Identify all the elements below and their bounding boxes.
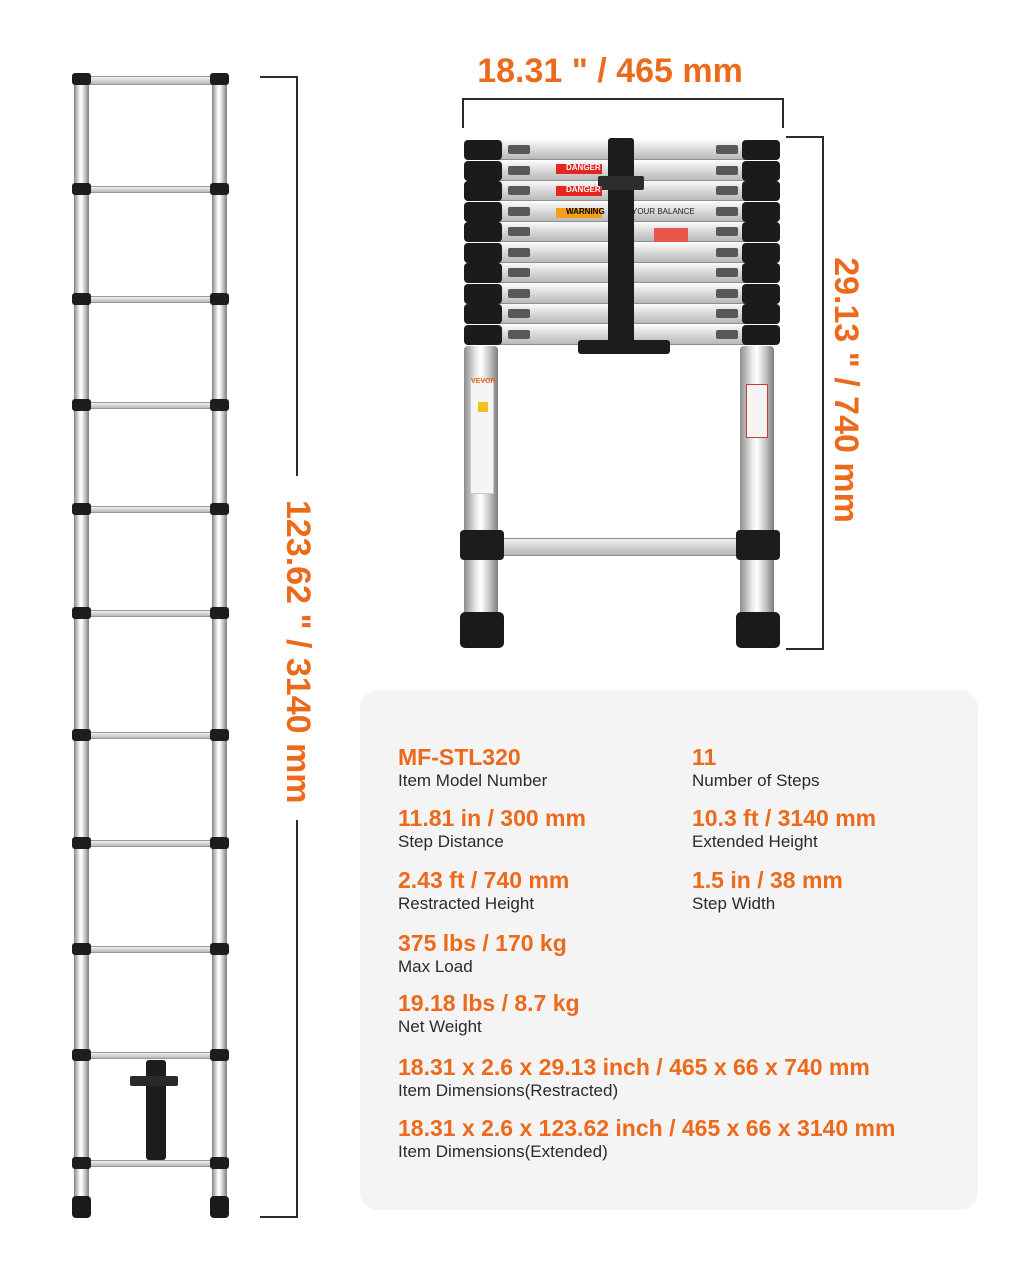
ladder-joint-left [72,729,91,741]
spec-net-weight-label: Net Weight [398,1017,482,1036]
collapsed-step-cap-right [742,284,780,304]
ladder-top-rung [84,76,220,85]
ladder-rung [88,840,216,847]
ladder-joint-right [210,503,229,515]
extended-dim-line-upper [296,76,298,476]
ladder-joint-right [210,399,229,411]
collapsed-right-collar [736,530,780,560]
collapsed-step-slot-left [508,227,530,236]
ladder-left-foot [72,1196,91,1218]
ladder-rung [88,186,216,193]
brand-sticker-text: VEVOR [471,378,496,385]
ladder-joint-right [210,837,229,849]
danger-sticker-2-text: DANGER [566,185,601,194]
collapsed-step-cap-left [464,181,502,201]
collapsed-step-cap-left [464,263,502,283]
spec-dims-restracted [398,1054,870,1102]
collapsed-step-cap-left [464,222,502,242]
spec-step-width-value: 1.5 in / 38 mm [692,867,843,893]
spec-step-width [692,867,843,915]
collapsed-handle [578,340,670,354]
ladder-joint-left [72,1049,91,1061]
ladder-joint-right [210,1157,229,1169]
spec-net-weight [398,990,580,1038]
ladder-joint-left [72,503,91,515]
spec-extended-height-label: Extended Height [692,832,818,851]
collapsed-step-cap-right [742,161,780,181]
spec-model-value: MF-STL320 [398,744,521,770]
collapsed-step-slot-left [508,309,530,318]
spec-model-label: Item Model Number [398,771,548,790]
ladder-right-rail [212,76,227,1214]
collapsed-step-slot-left [508,186,530,195]
collapsed-step-slot-right [716,248,738,257]
collapsed-step-slot-right [716,227,738,236]
extended-height-label: 123.62 " / 3140 mm [279,500,317,804]
extended-dim-bottom-tick [260,1216,298,1218]
spec-step-distance [398,805,586,853]
ladder-joint-right [210,1049,229,1061]
spec-restracted-height [398,867,569,915]
ladder-joint-right [210,943,229,955]
spec-step-distance-value: 11.81 in / 300 mm [398,805,586,831]
spec-dims-extended-label: Item Dimensions(Extended) [398,1142,608,1161]
extended-dim-top-tick [260,76,298,78]
spec-dims-extended [398,1115,895,1163]
collapsed-step-slot-right [716,207,738,216]
collapsed-step-cap-left [464,140,502,160]
collapsed-step-slot-right [716,268,738,277]
collapsed-step-cap-right [742,243,780,263]
ladder-joint-left [72,293,91,305]
ladder-rung [88,946,216,953]
width-dim-right-tick [782,98,784,128]
collapsed-step-cap-left [464,161,502,181]
ladder-joint-left [72,607,91,619]
ladder-strap [146,1060,166,1160]
warning-sticker-text: WARNING [566,207,605,216]
spec-net-weight-value: 19.18 lbs / 8.7 kg [398,990,580,1016]
collapsed-step-slot-left [508,166,530,175]
collapsed-step-cap-right [742,140,780,160]
balance-sticker-text: YOUR BALANCE [632,207,695,216]
spec-step-width-label: Step Width [692,894,776,913]
collapsed-bottom-rung [494,538,746,556]
collapsed-step-cap-left [464,243,502,263]
collapsed-strap [608,138,634,348]
ladder-rung [88,506,216,513]
spec-steps [692,744,820,792]
caution-icon [478,402,488,412]
collapsed-height-label: 29.13 " / 740 mm [826,240,866,540]
collapsed-step-cap-left [464,304,502,324]
ladder-joint-left [72,1157,91,1169]
spec-step-distance-label: Step Distance [398,832,504,851]
collapsed-step-cap-left [464,202,502,222]
collapsed-step-cap-right [742,263,780,283]
spec-dims-restracted-value: 18.31 x 2.6 x 29.13 inch / 465 x 66 x 740 mm [398,1054,870,1080]
collapsed-step-slot-left [508,330,530,339]
collapsed-step-slot-left [508,268,530,277]
ladder-right-foot [210,1196,229,1218]
left-tube-sticker [470,380,494,494]
collapsed-step-slot-left [508,248,530,257]
ladder-rung [88,732,216,739]
collapsed-dim-line [822,136,824,650]
danger-sticker-1-text: DANGER [566,163,601,172]
ladder-top-cap-left [72,73,91,85]
collapsed-dim-top-tick [786,136,824,138]
collapsed-step-cap-right [742,222,780,242]
collapsed-step-slot-right [716,186,738,195]
ladder-left-rail [74,76,89,1214]
spec-steps-value: 11 [692,744,717,770]
ladder-joint-right [210,729,229,741]
ladder-rung [88,1160,216,1167]
collapsed-step-cap-left [464,325,502,345]
collapsed-step-cap-right [742,181,780,201]
ladder-joint-left [72,183,91,195]
collapsed-step-cap-left [464,284,502,304]
spec-model [398,744,547,792]
ladder-rung [88,402,216,409]
ladder-rung [88,296,216,303]
collapsed-strap-buckle [598,176,644,190]
spec-restracted-height-label: Restracted Height [398,894,535,913]
collapsed-step-slot-left [508,207,530,216]
collapsed-step-cap-right [742,202,780,222]
collapsed-step-cap-right [742,325,780,345]
collapsed-left-collar [460,530,504,560]
ladder-strap-buckle [130,1076,178,1086]
spec-max-load [398,930,567,978]
ladder-joint-left [72,837,91,849]
width-label: 18.31 " / 465 mm [477,52,743,90]
ladder-rung [88,610,216,617]
right-tube-sticker [746,384,768,438]
collapsed-warning-icon-sticker [654,228,688,242]
collapsed-right-foot [736,612,780,648]
spec-restracted-height-value: 2.43 ft / 740 mm [398,867,570,893]
spec-max-load-label: Max Load [398,957,473,976]
collapsed-step-slot-left [508,289,530,298]
width-dim-left-tick [462,98,464,128]
collapsed-step-slot-left [508,145,530,154]
spec-extended-height [692,805,876,853]
collapsed-left-foot [460,612,504,648]
ladder-rung [88,1052,216,1059]
ladder-joint-left [72,399,91,411]
ladder-joint-right [210,183,229,195]
spec-dims-extended-value: 18.31 x 2.6 x 123.62 inch / 465 x 66 x 3140 mm [398,1115,896,1141]
collapsed-step-cap-right [742,304,780,324]
spec-dims-restracted-label: Item Dimensions(Restracted) [398,1081,619,1100]
spec-max-load-value: 375 lbs / 170 kg [398,930,567,956]
collapsed-dim-bottom-tick [786,648,824,650]
collapsed-step-slot-right [716,330,738,339]
width-dim-line [462,98,784,100]
spec-panel [360,690,978,1210]
collapsed-step-slot-right [716,289,738,298]
collapsed-step-slot-right [716,309,738,318]
ladder-joint-right [210,293,229,305]
spec-steps-label: Number of Steps [692,771,820,790]
collapsed-step-slot-right [716,145,738,154]
ladder-joint-left [72,943,91,955]
extended-dim-line-lower [296,820,298,1216]
collapsed-step-slot-right [716,166,738,175]
ladder-top-cap-right [210,73,229,85]
ladder-joint-right [210,607,229,619]
spec-extended-height-value: 10.3 ft / 3140 mm [692,805,877,831]
